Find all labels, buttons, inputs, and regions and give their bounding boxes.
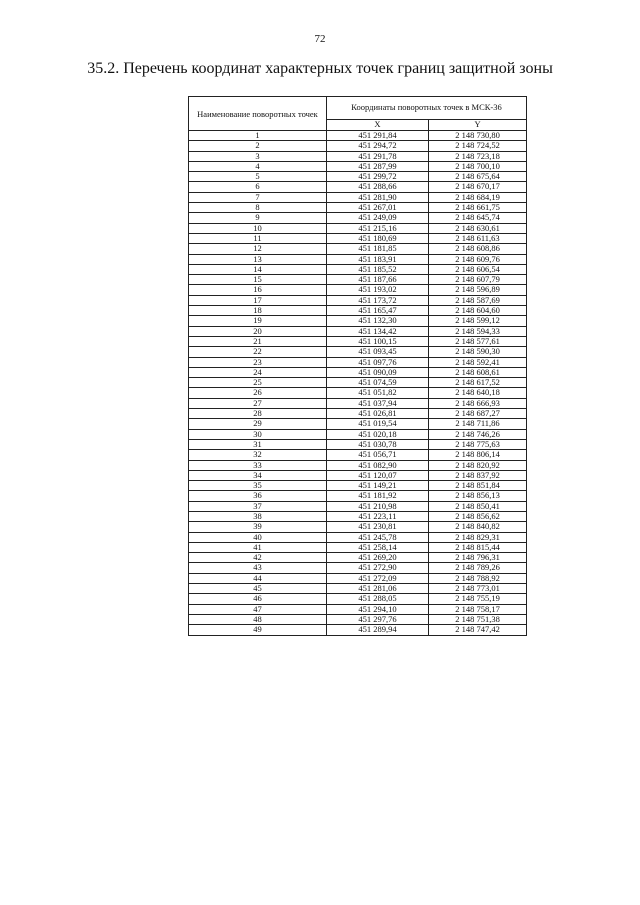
x-coordinate-cell: 451 287,99 (327, 161, 429, 171)
y-coordinate-cell: 2 148 617,52 (429, 378, 527, 388)
point-number-cell: 10 (189, 223, 327, 233)
x-coordinate-cell: 451 181,92 (327, 491, 429, 501)
table-row (189, 594, 527, 604)
y-coordinate-cell: 2 148 607,79 (429, 275, 527, 285)
x-coordinate-cell: 451 074,59 (327, 378, 429, 388)
y-coordinate-cell: 2 148 670,17 (429, 182, 527, 192)
x-coordinate-cell: 451 272,09 (327, 573, 429, 583)
point-number-cell: 5 (189, 172, 327, 182)
point-number-cell: 18 (189, 306, 327, 316)
y-coordinate-cell: 2 148 711,86 (429, 419, 527, 429)
table-row (189, 429, 527, 439)
table-row (189, 532, 527, 542)
y-coordinate-cell: 2 148 645,74 (429, 213, 527, 223)
table-row (189, 203, 527, 213)
table-row (189, 151, 527, 161)
point-number-cell: 22 (189, 347, 327, 357)
y-coordinate-cell: 2 148 751,38 (429, 614, 527, 624)
y-coordinate-cell: 2 148 746,26 (429, 429, 527, 439)
y-coordinate-cell: 2 148 815,44 (429, 542, 527, 552)
table-row (189, 233, 527, 243)
point-number-cell: 35 (189, 481, 327, 491)
table-row (189, 542, 527, 552)
x-coordinate-cell: 451 267,01 (327, 203, 429, 213)
header-coordinates: Координаты поворотных точек в МСК-36 (327, 97, 527, 120)
point-number-cell: 12 (189, 244, 327, 254)
page-number: 72 (314, 33, 326, 45)
y-coordinate-cell: 2 148 604,60 (429, 306, 527, 316)
point-number-cell: 3 (189, 151, 327, 161)
point-number-cell: 21 (189, 336, 327, 346)
x-coordinate-cell: 451 183,91 (327, 254, 429, 264)
x-coordinate-cell: 451 281,06 (327, 584, 429, 594)
y-coordinate-cell: 2 148 596,89 (429, 285, 527, 295)
point-number-cell: 1 (189, 131, 327, 141)
point-number-cell: 33 (189, 460, 327, 470)
table-row (189, 470, 527, 480)
table-row (189, 450, 527, 460)
x-coordinate-cell: 451 291,78 (327, 151, 429, 161)
y-coordinate-cell: 2 148 675,64 (429, 172, 527, 182)
y-coordinate-cell: 2 148 775,63 (429, 439, 527, 449)
y-coordinate-cell: 2 148 700,10 (429, 161, 527, 171)
point-number-cell: 24 (189, 367, 327, 377)
table-row (189, 553, 527, 563)
point-number-cell: 9 (189, 213, 327, 223)
y-coordinate-cell: 2 148 856,13 (429, 491, 527, 501)
table-header-row (189, 97, 527, 120)
table-row (189, 285, 527, 295)
x-coordinate-cell: 451 097,76 (327, 357, 429, 367)
section-title: 35.2. Перечень координат характерных точек границ защитной зоны (87, 60, 553, 77)
y-coordinate-cell: 2 148 829,31 (429, 532, 527, 542)
y-coordinate-cell: 2 148 789,26 (429, 563, 527, 573)
x-coordinate-cell: 451 185,52 (327, 264, 429, 274)
table-row (189, 398, 527, 408)
table-row (189, 336, 527, 346)
y-coordinate-cell: 2 148 788,92 (429, 573, 527, 583)
x-coordinate-cell: 451 120,07 (327, 470, 429, 480)
x-coordinate-cell: 451 165,47 (327, 306, 429, 316)
x-coordinate-cell: 451 294,72 (327, 141, 429, 151)
table-row (189, 511, 527, 521)
x-coordinate-cell: 451 193,02 (327, 285, 429, 295)
point-number-cell: 44 (189, 573, 327, 583)
point-number-cell: 43 (189, 563, 327, 573)
y-coordinate-cell: 2 148 758,17 (429, 604, 527, 614)
point-number-cell: 15 (189, 275, 327, 285)
x-coordinate-cell: 451 223,11 (327, 511, 429, 521)
point-number-cell: 28 (189, 409, 327, 419)
y-coordinate-cell: 2 148 723,18 (429, 151, 527, 161)
point-number-cell: 48 (189, 614, 327, 624)
table-row (189, 409, 527, 419)
point-number-cell: 27 (189, 398, 327, 408)
x-coordinate-cell: 451 288,05 (327, 594, 429, 604)
point-number-cell: 19 (189, 316, 327, 326)
y-coordinate-cell: 2 148 687,27 (429, 409, 527, 419)
point-number-cell: 29 (189, 419, 327, 429)
table-row (189, 254, 527, 264)
coordinates-table (188, 96, 527, 636)
table-row (189, 223, 527, 233)
table-row (189, 264, 527, 274)
table-row (189, 388, 527, 398)
x-coordinate-cell: 451 230,81 (327, 522, 429, 532)
point-number-cell: 47 (189, 604, 327, 614)
x-coordinate-cell: 451 134,42 (327, 326, 429, 336)
table-row (189, 244, 527, 254)
x-coordinate-cell: 451 215,16 (327, 223, 429, 233)
y-coordinate-cell: 2 148 840,82 (429, 522, 527, 532)
point-number-cell: 46 (189, 594, 327, 604)
y-coordinate-cell: 2 148 577,61 (429, 336, 527, 346)
point-number-cell: 34 (189, 470, 327, 480)
table-row (189, 141, 527, 151)
y-coordinate-cell: 2 148 608,61 (429, 367, 527, 377)
y-coordinate-cell: 2 148 611,63 (429, 233, 527, 243)
point-number-cell: 25 (189, 378, 327, 388)
point-number-cell: 30 (189, 429, 327, 439)
table-body (189, 131, 527, 636)
point-number-cell: 45 (189, 584, 327, 594)
table-row (189, 460, 527, 470)
table-row (189, 563, 527, 573)
point-number-cell: 37 (189, 501, 327, 511)
point-number-cell: 4 (189, 161, 327, 171)
table-row (189, 161, 527, 171)
point-number-cell: 42 (189, 553, 327, 563)
table-row (189, 357, 527, 367)
table-row (189, 172, 527, 182)
point-number-cell: 2 (189, 141, 327, 151)
y-coordinate-cell: 2 148 666,93 (429, 398, 527, 408)
y-coordinate-cell: 2 148 592,41 (429, 357, 527, 367)
x-coordinate-cell: 451 030,78 (327, 439, 429, 449)
table-row (189, 501, 527, 511)
x-coordinate-cell: 451 019,54 (327, 419, 429, 429)
x-coordinate-cell: 451 297,76 (327, 614, 429, 624)
x-coordinate-cell: 451 180,69 (327, 233, 429, 243)
y-coordinate-cell: 2 148 661,75 (429, 203, 527, 213)
y-coordinate-cell: 2 148 837,92 (429, 470, 527, 480)
x-coordinate-cell: 451 187,66 (327, 275, 429, 285)
x-coordinate-cell: 451 269,20 (327, 553, 429, 563)
table-row (189, 491, 527, 501)
x-coordinate-cell: 451 093,45 (327, 347, 429, 357)
table-row (189, 419, 527, 429)
x-coordinate-cell: 451 289,94 (327, 625, 429, 635)
table-row (189, 573, 527, 583)
table-row (189, 131, 527, 141)
table-row (189, 347, 527, 357)
table-row (189, 295, 527, 305)
y-coordinate-cell: 2 148 684,19 (429, 192, 527, 202)
y-coordinate-cell: 2 148 747,42 (429, 625, 527, 635)
x-coordinate-cell: 451 299,72 (327, 172, 429, 182)
x-coordinate-cell: 451 149,21 (327, 481, 429, 491)
y-coordinate-cell: 2 148 640,18 (429, 388, 527, 398)
point-number-cell: 6 (189, 182, 327, 192)
point-number-cell: 16 (189, 285, 327, 295)
table-row (189, 316, 527, 326)
y-coordinate-cell: 2 148 773,01 (429, 584, 527, 594)
table-row (189, 182, 527, 192)
point-number-cell: 7 (189, 192, 327, 202)
point-number-cell: 11 (189, 233, 327, 243)
y-coordinate-cell: 2 148 608,86 (429, 244, 527, 254)
x-coordinate-cell: 451 037,94 (327, 398, 429, 408)
table-row (189, 326, 527, 336)
table-row (189, 378, 527, 388)
table-row (189, 306, 527, 316)
table-row (189, 522, 527, 532)
x-coordinate-cell: 451 258,14 (327, 542, 429, 552)
y-coordinate-cell: 2 148 599,12 (429, 316, 527, 326)
y-coordinate-cell: 2 148 590,30 (429, 347, 527, 357)
x-coordinate-cell: 451 181,85 (327, 244, 429, 254)
point-number-cell: 20 (189, 326, 327, 336)
x-coordinate-cell: 451 173,72 (327, 295, 429, 305)
y-coordinate-cell: 2 148 851,84 (429, 481, 527, 491)
point-number-cell: 40 (189, 532, 327, 542)
point-number-cell: 31 (189, 439, 327, 449)
table-row (189, 604, 527, 614)
y-coordinate-cell: 2 148 630,61 (429, 223, 527, 233)
point-number-cell: 39 (189, 522, 327, 532)
point-number-cell: 36 (189, 491, 327, 501)
x-coordinate-cell: 451 210,98 (327, 501, 429, 511)
y-coordinate-cell: 2 148 755,19 (429, 594, 527, 604)
x-coordinate-cell: 451 249,09 (327, 213, 429, 223)
point-number-cell: 41 (189, 542, 327, 552)
y-coordinate-cell: 2 148 850,41 (429, 501, 527, 511)
y-coordinate-cell: 2 148 856,62 (429, 511, 527, 521)
table-row (189, 439, 527, 449)
x-coordinate-cell: 451 272,90 (327, 563, 429, 573)
y-coordinate-cell: 2 148 606,54 (429, 264, 527, 274)
point-number-cell: 26 (189, 388, 327, 398)
x-coordinate-cell: 451 294,10 (327, 604, 429, 614)
point-number-cell: 14 (189, 264, 327, 274)
table-row (189, 213, 527, 223)
x-coordinate-cell: 451 082,90 (327, 460, 429, 470)
y-coordinate-cell: 2 148 806,14 (429, 450, 527, 460)
point-number-cell: 32 (189, 450, 327, 460)
table-row (189, 275, 527, 285)
header-point-name: Наименование поворотных точек (189, 97, 327, 131)
point-number-cell: 38 (189, 511, 327, 521)
y-coordinate-cell: 2 148 594,33 (429, 326, 527, 336)
x-coordinate-cell: 451 100,15 (327, 336, 429, 346)
y-coordinate-cell: 2 148 587,69 (429, 295, 527, 305)
table-row (189, 625, 527, 635)
point-number-cell: 17 (189, 295, 327, 305)
x-coordinate-cell: 451 281,90 (327, 192, 429, 202)
table-row (189, 192, 527, 202)
x-coordinate-cell: 451 026,81 (327, 409, 429, 419)
x-coordinate-cell: 451 132,30 (327, 316, 429, 326)
table-row (189, 614, 527, 624)
point-number-cell: 13 (189, 254, 327, 264)
x-coordinate-cell: 451 245,78 (327, 532, 429, 542)
x-coordinate-cell: 451 051,82 (327, 388, 429, 398)
y-coordinate-cell: 2 148 730,80 (429, 131, 527, 141)
x-coordinate-cell: 451 288,66 (327, 182, 429, 192)
header-y: Y (429, 120, 527, 131)
point-number-cell: 8 (189, 203, 327, 213)
header-x: X (327, 120, 429, 131)
table-row (189, 367, 527, 377)
y-coordinate-cell: 2 148 796,31 (429, 553, 527, 563)
point-number-cell: 23 (189, 357, 327, 367)
y-coordinate-cell: 2 148 820,92 (429, 460, 527, 470)
x-coordinate-cell: 451 090,09 (327, 367, 429, 377)
x-coordinate-cell: 451 020,18 (327, 429, 429, 439)
table-row (189, 584, 527, 594)
y-coordinate-cell: 2 148 609,76 (429, 254, 527, 264)
table-row (189, 481, 527, 491)
x-coordinate-cell: 451 056,71 (327, 450, 429, 460)
point-number-cell: 49 (189, 625, 327, 635)
x-coordinate-cell: 451 291,84 (327, 131, 429, 141)
y-coordinate-cell: 2 148 724,52 (429, 141, 527, 151)
